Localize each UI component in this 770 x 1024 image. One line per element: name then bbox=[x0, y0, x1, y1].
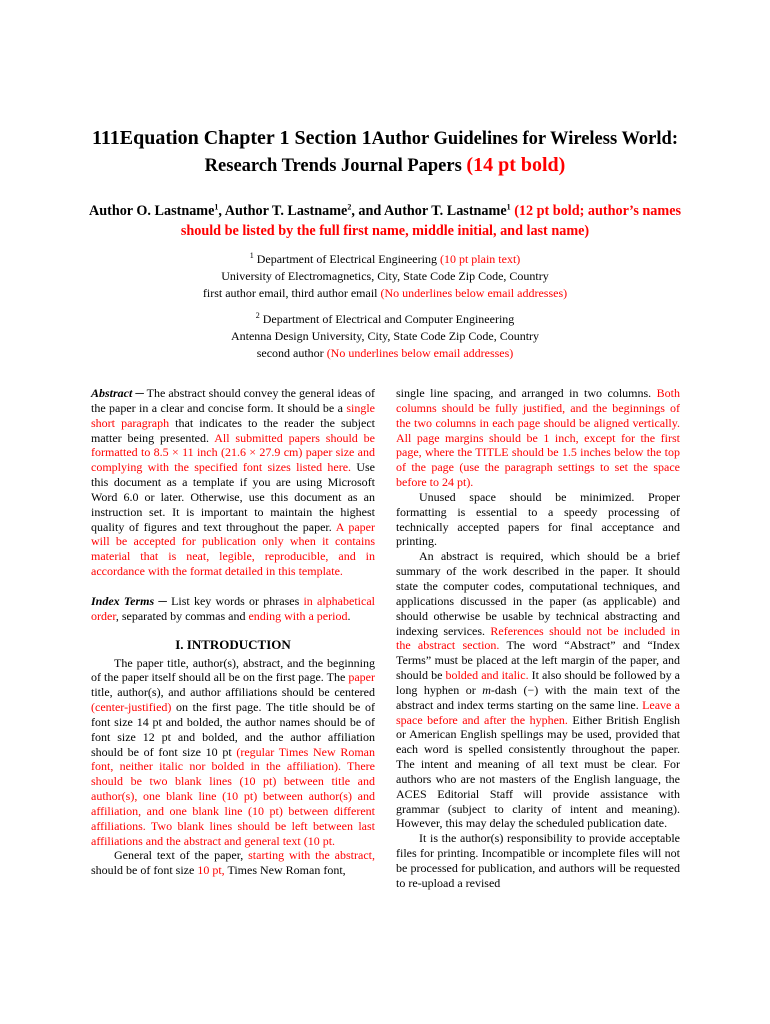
body-text: -dash (−) with the main text of the abstract and index terms starting on the same line. bbox=[396, 682, 681, 712]
intro-text: General text of the paper, bbox=[114, 848, 249, 863]
affiliation-2 bbox=[90, 311, 680, 362]
index-terms-note: ending with a period bbox=[248, 608, 348, 623]
affiliation-1-mark: 1 bbox=[249, 251, 254, 260]
index-terms-dash: ─ bbox=[154, 593, 172, 608]
body-text: An abstract is required, which should be a brief summary of the work described in the paper. It should state the computer codes, computational techniques, and applications discussed in the paper (as applicable) and should otherwise be usable by technical abstracting and indexing services. bbox=[396, 549, 680, 638]
intro-text: should be of font size bbox=[91, 863, 198, 878]
index-terms-text: List key words or phrases bbox=[171, 593, 304, 608]
author-3: , and Author T. Lastname bbox=[351, 203, 507, 219]
body-text: Either British English or American English spellings may be used, provided that each word is spelled consistently throughout the paper. The intent and meaning of all text must be clear. For authors who are not masters of the English language, the ACES Editorial Staff will provide assistance with grammar (subject to clarity of intent and meaning). However, this may delay the scheduled publication date. bbox=[396, 712, 680, 831]
abstract-label: Abstract bbox=[91, 386, 133, 400]
body-text: single line spacing, and arranged in two columns. bbox=[396, 386, 657, 400]
affiliation-2-email: second author bbox=[256, 346, 324, 360]
affiliation-1-dept: Department of Electrical Engineering bbox=[256, 252, 437, 266]
abstract-dash: ─ bbox=[132, 386, 147, 400]
abstract-note: A paper will be accepted for publication only when it contains material that is neat, legible, reproducible, and in accordance with the format detailed in this template. bbox=[91, 519, 375, 579]
body-italic-m: m bbox=[482, 682, 491, 697]
author-2: , Author T. Lastname bbox=[218, 203, 348, 219]
title-format-note: (14 pt bold) bbox=[466, 154, 566, 176]
affiliation-2-mark: 2 bbox=[255, 311, 260, 320]
index-terms-paragraph bbox=[91, 594, 375, 624]
title-field-code: 111Equation Chapter 1 Section 1 bbox=[91, 127, 372, 149]
affiliation-1 bbox=[90, 251, 680, 302]
body-note: bolded and italic. bbox=[445, 668, 529, 683]
body-text: The word “Abstract” and “Index Terms” must be placed at the left margin of the paper, and should be bbox=[396, 638, 680, 683]
section-heading-introduction: I. INTRODUCTION bbox=[175, 636, 291, 652]
body-text: It also should be followed by a long hyphen or bbox=[396, 668, 680, 697]
abstract-text: The abstract should convey the general ideas of the paper in a clear and concise form. It should be a bbox=[91, 386, 375, 415]
index-terms-label: Index Terms bbox=[91, 593, 155, 608]
spacer bbox=[91, 579, 375, 594]
author-2-affil-mark: 2 bbox=[347, 202, 352, 212]
abstract-text: that indicates to the reader the subject matter being presented. bbox=[91, 415, 375, 445]
affiliation-format-note: (10 pt plain text) bbox=[439, 252, 521, 266]
abstract-text: Use this document as a template if you are using Microsoft Word 6.0 or later. Otherwise, use this document as an instruction set. It is important to maintain the highest quality of figures and text throughout the paper. bbox=[91, 460, 375, 534]
intro-paragraph-2 bbox=[91, 848, 375, 878]
intro-note: (center-justified) bbox=[91, 700, 172, 715]
affiliation-1-univ: University of Electromagnetics, City, State Code Zip Code, Country bbox=[221, 269, 549, 283]
body-paragraph-unused-space: Unused space should be minimized. Proper formatting is essential to a speedy processing of technically accepted papers for final acceptance and printing. bbox=[396, 489, 680, 549]
index-terms-note: in alphabetical order bbox=[91, 593, 375, 623]
index-terms-text: , separated by commas and bbox=[115, 608, 249, 623]
affiliation-1-email-note: (No underlines below email addresses) bbox=[380, 286, 568, 300]
right-column bbox=[396, 386, 680, 891]
body-paragraph-continued bbox=[396, 386, 680, 490]
abstract-paragraph bbox=[91, 386, 375, 579]
intro-text: title, author(s), and author affiliations should be centered bbox=[91, 685, 375, 700]
intro-paragraph-1 bbox=[91, 656, 375, 849]
title-line-2 bbox=[40, 152, 730, 179]
abstract-note: single short paragraph bbox=[91, 400, 375, 430]
intro-note: 10 pt, bbox=[197, 863, 225, 878]
abstract-note: All submitted papers should be formatted to 8.5 × 11 inch (21.6 × 27.9 cm) paper size and complying with the specified font sizes listed here. bbox=[91, 430, 375, 475]
paper-title bbox=[40, 125, 730, 179]
intro-text: on the first page. The title should be of font size 14 pt and bolded, the author names should be of font size 12 pt and bolded, and the author affiliation should be of font size 10 pt bbox=[91, 700, 375, 759]
affiliation-2-email-line bbox=[90, 345, 680, 362]
body-note: Both columns should be fully justified, and the beginnings of the two columns in each page should be aligned vertically. All page margins should be 1 inch, except for the first page, where the TITLE should be 1.5 inches below the top of the page (use the paragraph settings to set the space before to 24 pt). bbox=[396, 386, 680, 490]
affiliation-2-dept: Department of Electrical and Computer Engineering bbox=[262, 312, 515, 326]
title-line-1 bbox=[40, 125, 730, 152]
left-column bbox=[91, 386, 375, 878]
intro-note: paper bbox=[348, 670, 375, 685]
author-3-affil-mark: 1 bbox=[506, 202, 511, 212]
body-note: References should not be included in the abstract section. bbox=[396, 623, 680, 653]
title-text-1: Author Guidelines for Wireless World: bbox=[371, 129, 678, 149]
intro-note: (regular Times New Roman font, neither italic nor bolded in the affiliation). There should be two blank lines (10 pt) between title and author(s), one blank line (10 pt) between author(s) and affiliation, and one blank line (10 pt) between different affiliations. Two blank lines should be left between last affiliations and the abstract and general text (10 pt. bbox=[91, 744, 375, 848]
intro-text: Times New Roman font, bbox=[224, 863, 346, 878]
affiliation-1-email: first author email, third author email bbox=[202, 286, 378, 300]
title-text-2: Research Trends Journal Papers bbox=[204, 156, 462, 176]
affiliation-1-email-line bbox=[90, 285, 680, 302]
index-terms-text: . bbox=[347, 608, 351, 623]
intro-note: starting with the abstract, bbox=[248, 848, 375, 863]
affiliation-1-dept-line bbox=[90, 251, 680, 268]
author-list bbox=[70, 201, 700, 241]
author-format-note: (12 pt bold; author’s names should be listed by the full first name, middle initial, and last name) bbox=[180, 203, 682, 239]
body-paragraph-responsibility: It is the author(s) responsibility to provide acceptable files for printing. Incompatible or incomplete files will not be processed for publication, and authors will be requested to re-upload a revised bbox=[396, 831, 680, 890]
affiliation-2-email-note: (No underlines below email addresses) bbox=[326, 346, 514, 360]
author-1-affil-mark: 1 bbox=[214, 202, 219, 212]
intro-text: The paper title, author(s), abstract, and the beginning of the paper itself should all be on the first page. The bbox=[91, 655, 375, 685]
author-1: Author O. Lastname bbox=[88, 203, 215, 219]
affiliation-2-dept-line bbox=[90, 311, 680, 328]
affiliation-2-univ: Antenna Design University, City, State Code Zip Code, Country bbox=[230, 329, 540, 343]
body-paragraph-abstract-rules bbox=[396, 549, 680, 831]
body-note: Leave a space before and after the hyphen. bbox=[396, 697, 681, 727]
